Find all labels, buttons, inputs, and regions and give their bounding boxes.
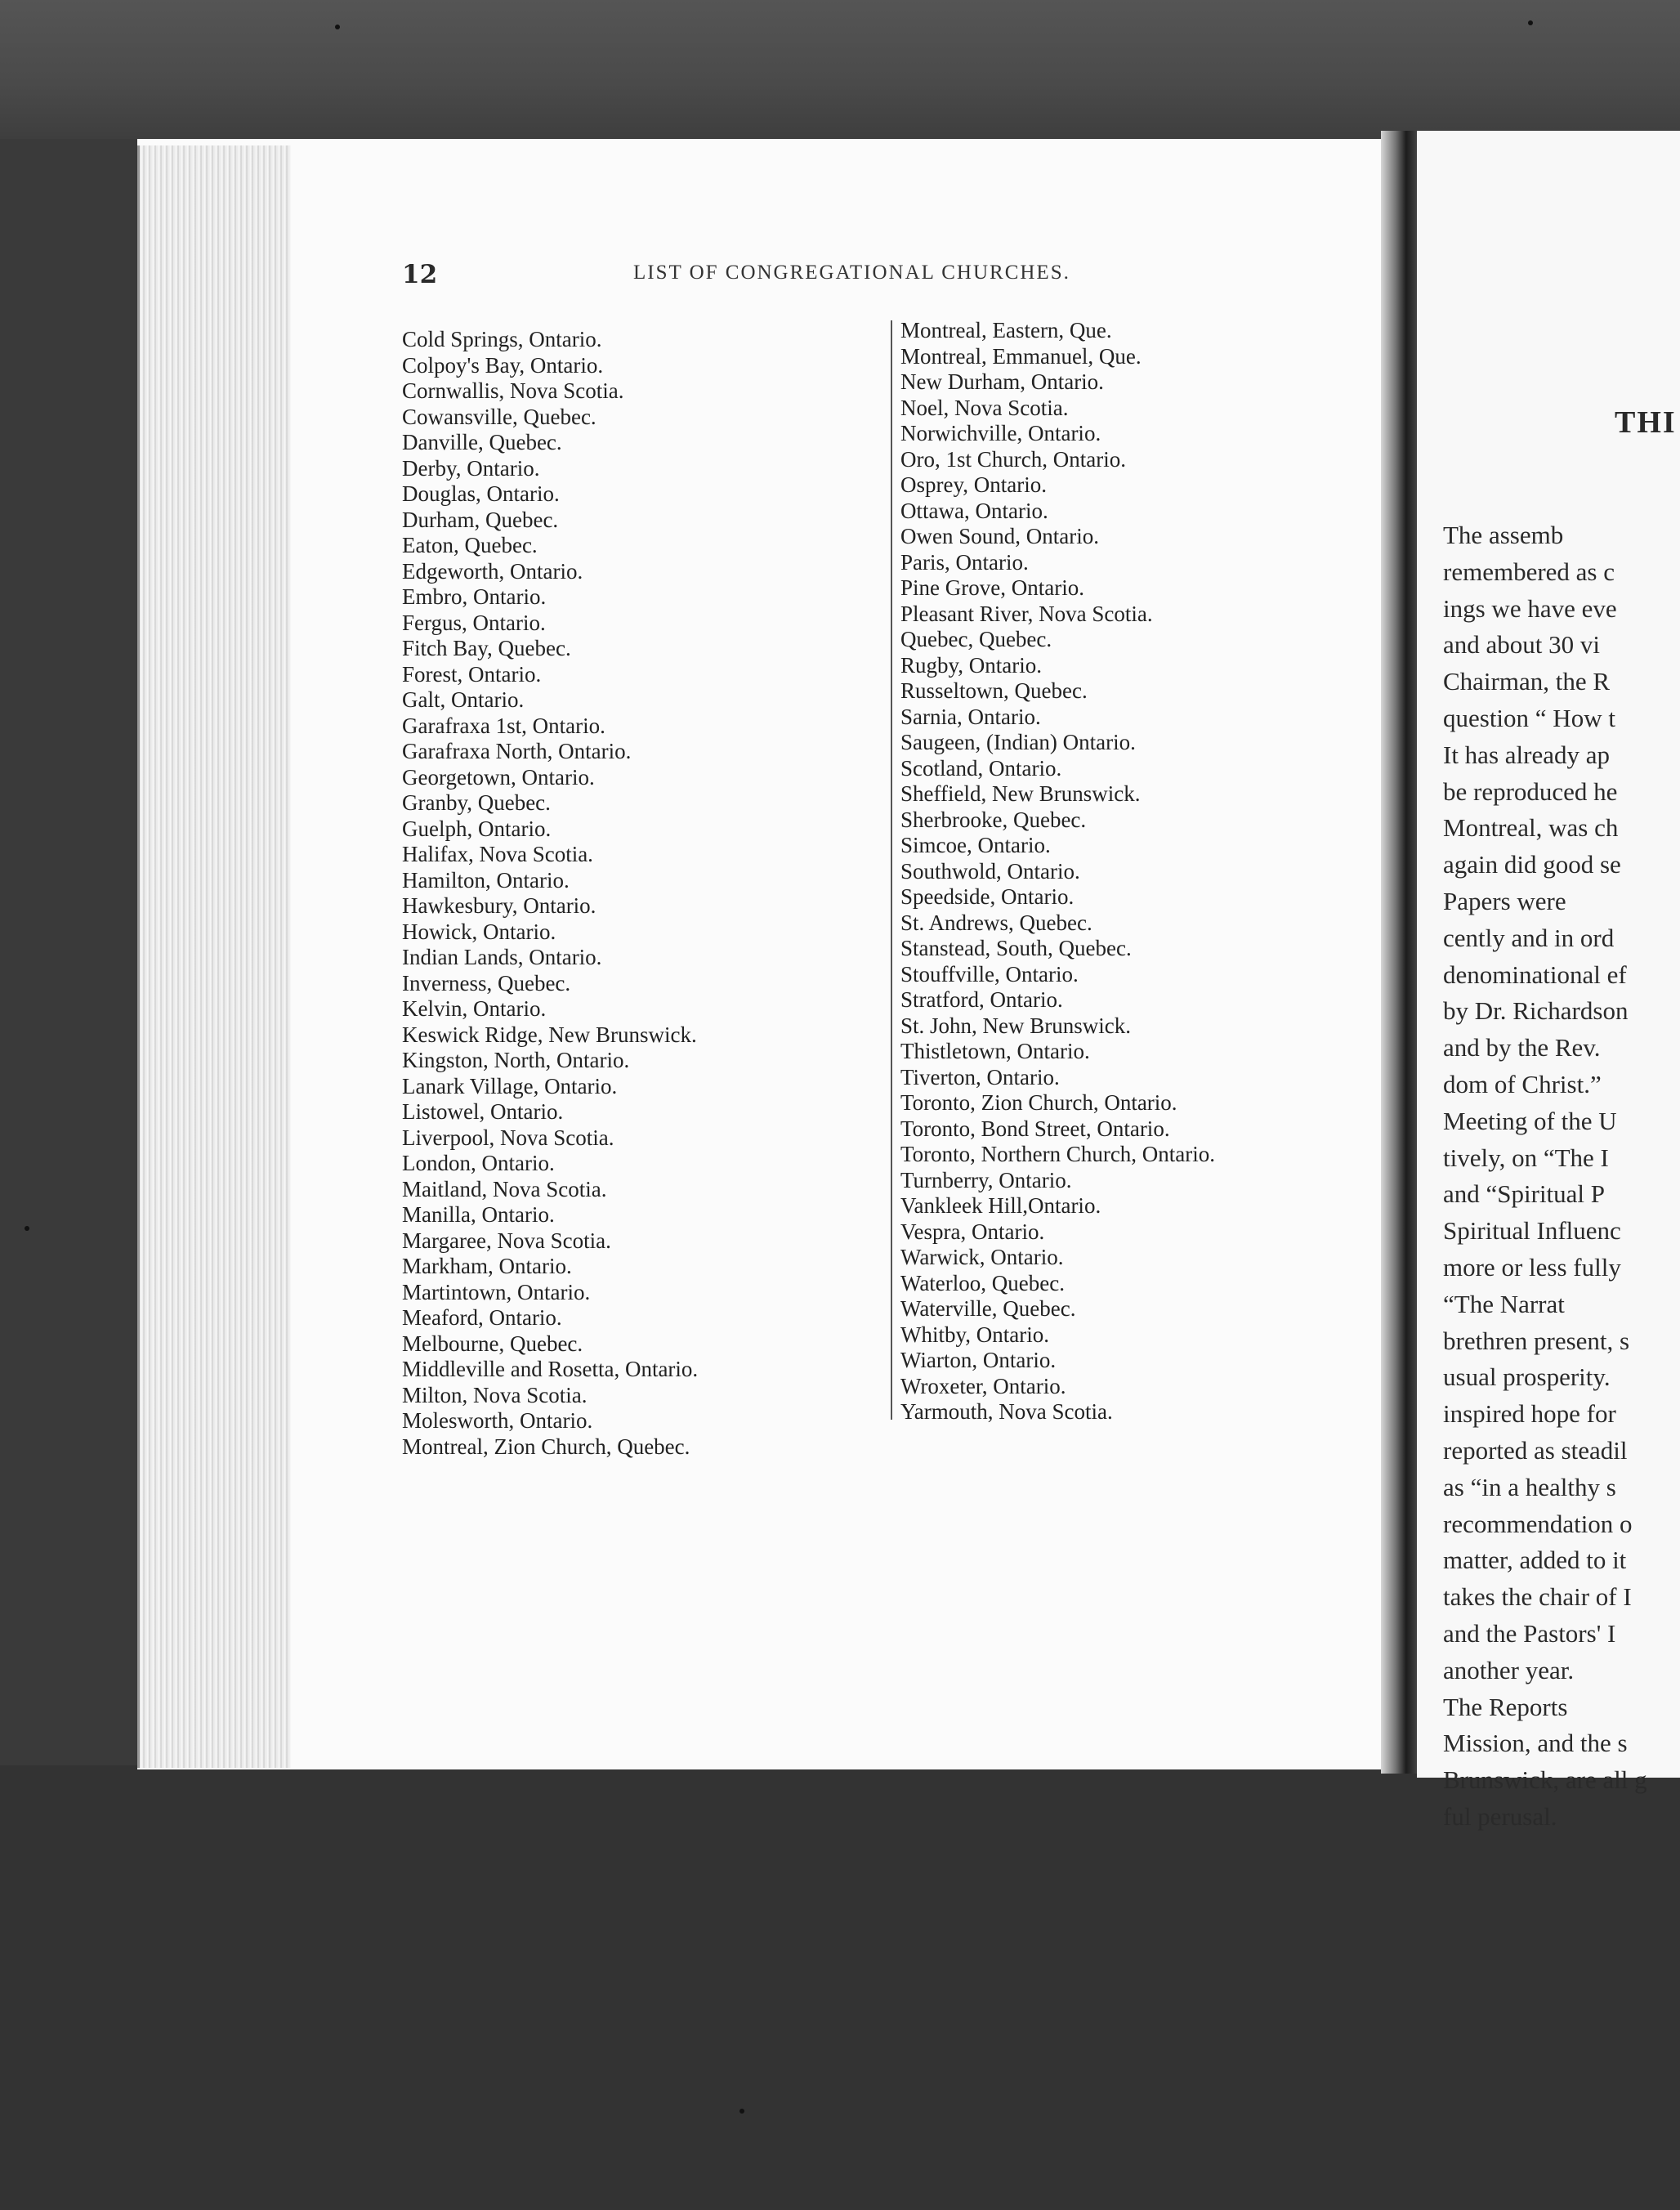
list-item: Inverness, Quebec. <box>402 970 571 995</box>
list-item: ings we have eve <box>1443 593 1617 623</box>
list-item: Guelph, Ontario. <box>402 816 552 841</box>
list-item: Colpoy's Bay, Ontario. <box>402 352 604 378</box>
list-item: It has already ap <box>1443 740 1610 769</box>
background-bottom <box>0 1765 1680 2210</box>
list-item: Yarmouth, Nova Scotia. <box>900 1399 1113 1424</box>
list-item: New Durham, Ontario. <box>900 369 1104 394</box>
list-item: Melbourne, Quebec. <box>402 1331 583 1356</box>
list-item: Speedside, Ontario. <box>900 884 1075 909</box>
list-item: question “ How t <box>1443 703 1615 732</box>
list-item: Cornwallis, Nova Scotia. <box>402 378 624 403</box>
list-item: Hawkesbury, Ontario. <box>402 893 596 918</box>
list-item: Douglas, Ontario. <box>402 481 560 506</box>
list-item: Scotland, Ontario. <box>900 755 1062 781</box>
list-item: Waterville, Quebec. <box>900 1296 1076 1321</box>
list-item: Montreal, was ch <box>1443 813 1619 843</box>
list-item: Georgetown, Ontario. <box>402 764 595 790</box>
list-item: and about 30 vi <box>1443 630 1600 660</box>
list-item: St. Andrews, Quebec. <box>900 910 1092 935</box>
list-item: Hamilton, Ontario. <box>402 867 570 892</box>
list-item: Garafraxa 1st, Ontario. <box>402 713 605 738</box>
list-item: Osprey, Ontario. <box>900 472 1047 497</box>
background-top <box>0 0 1680 139</box>
list-item: Wiarton, Ontario. <box>900 1348 1057 1372</box>
list-item: Stratford, Ontario. <box>900 987 1063 1012</box>
list-item: Montreal, Emmanuel, Que. <box>900 343 1142 369</box>
list-item: Meeting of the U <box>1443 1106 1617 1135</box>
list-item: another year. <box>1443 1655 1575 1684</box>
list-item: Spiritual Influenc <box>1443 1216 1621 1246</box>
list-item: St. John, New Brunswick. <box>900 1013 1131 1038</box>
right-page-text <box>1443 517 1680 1836</box>
list-item: Papers were <box>1443 886 1566 915</box>
list-item: Warwick, Ontario. <box>900 1245 1064 1269</box>
list-item: Sherbrooke, Quebec. <box>900 807 1087 832</box>
list-item: Embro, Ontario. <box>402 584 547 609</box>
page-number: 12 <box>402 260 438 289</box>
list-item: and the Pastors' I <box>1443 1618 1616 1648</box>
list-item: Ottawa, Ontario. <box>900 498 1048 523</box>
list-item: Owen Sound, Ontario. <box>900 524 1099 548</box>
list-item: Howick, Ontario. <box>402 919 556 944</box>
list-item: Brunswick, are all g <box>1443 1765 1647 1795</box>
list-item: and “Spiritual P <box>1443 1179 1606 1209</box>
list-item: Vespra, Ontario. <box>900 1219 1045 1244</box>
list-item: Durham, Quebec. <box>402 507 559 532</box>
list-item: Waterloo, Quebec. <box>900 1270 1065 1295</box>
list-item: dom of Christ.” <box>1443 1069 1602 1098</box>
list-item: Cold Springs, Ontario. <box>402 327 602 351</box>
list-item: reported as steadil <box>1443 1435 1628 1465</box>
list-item: Stouffville, Ontario. <box>900 961 1079 986</box>
list-item: by Dr. Richardson <box>1443 996 1629 1026</box>
list-item: Southwold, Ontario. <box>900 858 1080 884</box>
list-item: Molesworth, Ontario. <box>402 1408 593 1433</box>
list-item: Manilla, Ontario. <box>402 1202 555 1227</box>
list-item: be reproduced he <box>1443 776 1618 806</box>
list-item: Vankleek Hill,Ontario. <box>900 1193 1101 1218</box>
list-item: denominational ef <box>1443 960 1627 989</box>
list-item: Galt, Ontario. <box>402 687 525 712</box>
film-speck <box>25 1226 29 1231</box>
list-item: Eaton, Quebec. <box>402 533 538 557</box>
list-item: Toronto, Zion Church, Ontario. <box>900 1090 1177 1115</box>
list-item: Turnberry, Ontario. <box>900 1167 1072 1192</box>
list-item: Tiverton, Ontario. <box>900 1064 1060 1089</box>
list-item: remembered as c <box>1443 557 1615 586</box>
list-item: Granby, Quebec. <box>402 790 551 815</box>
list-item: Halifax, Nova Scotia. <box>402 842 593 866</box>
list-item: Pleasant River, Nova Scotia. <box>900 601 1153 626</box>
list-item: usual prosperity. <box>1443 1362 1611 1392</box>
list-item: Rugby, Ontario. <box>900 652 1042 678</box>
list-item: Meaford, Ontario. <box>402 1305 562 1330</box>
list-item: Markham, Ontario. <box>402 1254 572 1278</box>
list-item: more or less fully <box>1443 1252 1621 1282</box>
book-gutter <box>1381 131 1417 1774</box>
list-item: and by the Rev. <box>1443 1033 1601 1062</box>
church-list-column-2 <box>900 318 1358 1425</box>
list-item: Stanstead, South, Quebec. <box>900 936 1132 960</box>
list-item: Derby, Ontario. <box>402 455 540 481</box>
list-item: Cowansville, Quebec. <box>402 404 596 429</box>
list-item: ful perusal. <box>1443 1801 1557 1831</box>
list-item: Oro, 1st Church, Ontario. <box>900 446 1126 472</box>
list-item: Middleville and Rosetta, Ontario. <box>402 1357 699 1381</box>
list-item: brethren present, s <box>1443 1326 1630 1355</box>
list-item: Sarnia, Ontario. <box>900 704 1041 729</box>
list-item: Wroxeter, Ontario. <box>900 1373 1066 1398</box>
list-item: Danville, Quebec. <box>402 430 562 454</box>
list-item: Saugeen, (Indian) Ontario. <box>900 730 1136 754</box>
list-item: Montreal, Zion Church, Quebec. <box>402 1434 690 1459</box>
church-list-column-1 <box>402 327 860 1460</box>
list-item: Fergus, Ontario. <box>402 610 546 635</box>
list-item: recommendation o <box>1443 1509 1633 1538</box>
list-item: Keswick Ridge, New Brunswick. <box>402 1022 697 1047</box>
list-item: Noel, Nova Scotia. <box>900 395 1069 420</box>
running-head: LIST OF CONGREGATIONAL CHURCHES. <box>633 262 1070 284</box>
list-item: again did good se <box>1443 850 1621 879</box>
list-item: Forest, Ontario. <box>402 661 542 687</box>
film-speck <box>1528 20 1533 25</box>
list-item: Toronto, Bond Street, Ontario. <box>900 1116 1170 1141</box>
list-item: Listowel, Ontario. <box>402 1099 564 1124</box>
list-item: Garafraxa North, Ontario. <box>402 739 632 763</box>
list-item: cently and in ord <box>1443 923 1615 952</box>
list-item: Toronto, Northern Church, Ontario. <box>900 1142 1216 1166</box>
list-item: The Reports <box>1443 1692 1568 1721</box>
list-item: Montreal, Eastern, Que. <box>900 318 1112 342</box>
list-item: Mission, and the s <box>1443 1729 1628 1758</box>
list-item: takes the chair of I <box>1443 1582 1632 1612</box>
list-item: Fitch Bay, Quebec. <box>402 636 571 660</box>
list-item: London, Ontario. <box>402 1151 555 1175</box>
list-item: Chairman, the R <box>1443 667 1611 696</box>
list-item: Maitland, Nova Scotia. <box>402 1176 607 1201</box>
right-page-title: THI <box>1615 405 1677 440</box>
list-item: matter, added to it <box>1443 1546 1627 1575</box>
list-item: Norwichville, Ontario. <box>900 421 1101 445</box>
list-item: Thistletown, Ontario. <box>900 1039 1090 1063</box>
list-item: Sheffield, New Brunswick. <box>900 781 1141 806</box>
list-item: Kelvin, Ontario. <box>402 996 547 1021</box>
list-item: “The Narrat <box>1443 1289 1565 1318</box>
film-speck <box>739 2109 744 2114</box>
list-item: tively, on “The I <box>1443 1143 1609 1172</box>
list-item: Lanark Village, Ontario. <box>402 1073 618 1098</box>
list-item: as “in a healthy s <box>1443 1472 1616 1501</box>
list-item: Whitby, Ontario. <box>900 1322 1049 1347</box>
column-divider <box>891 320 892 1420</box>
page-edges <box>137 145 291 1768</box>
list-item: Quebec, Quebec. <box>900 627 1052 651</box>
list-item: Indian Lands, Ontario. <box>402 945 602 969</box>
list-item: Russeltown, Quebec. <box>900 678 1088 703</box>
list-item: Simcoe, Ontario. <box>900 833 1051 857</box>
list-item: Kingston, North, Ontario. <box>402 1048 630 1072</box>
film-speck <box>335 25 340 29</box>
list-item: Milton, Nova Scotia. <box>402 1382 588 1407</box>
list-item: Pine Grove, Ontario. <box>900 575 1084 600</box>
list-item: The assemb <box>1443 521 1564 549</box>
list-item: Edgeworth, Ontario. <box>402 558 583 584</box>
list-item: Liverpool, Nova Scotia. <box>402 1125 614 1150</box>
list-item: inspired hope for <box>1443 1399 1616 1429</box>
list-item: Paris, Ontario. <box>900 549 1029 575</box>
list-item: Martintown, Ontario. <box>402 1279 591 1304</box>
list-item: Margaree, Nova Scotia. <box>402 1228 611 1253</box>
